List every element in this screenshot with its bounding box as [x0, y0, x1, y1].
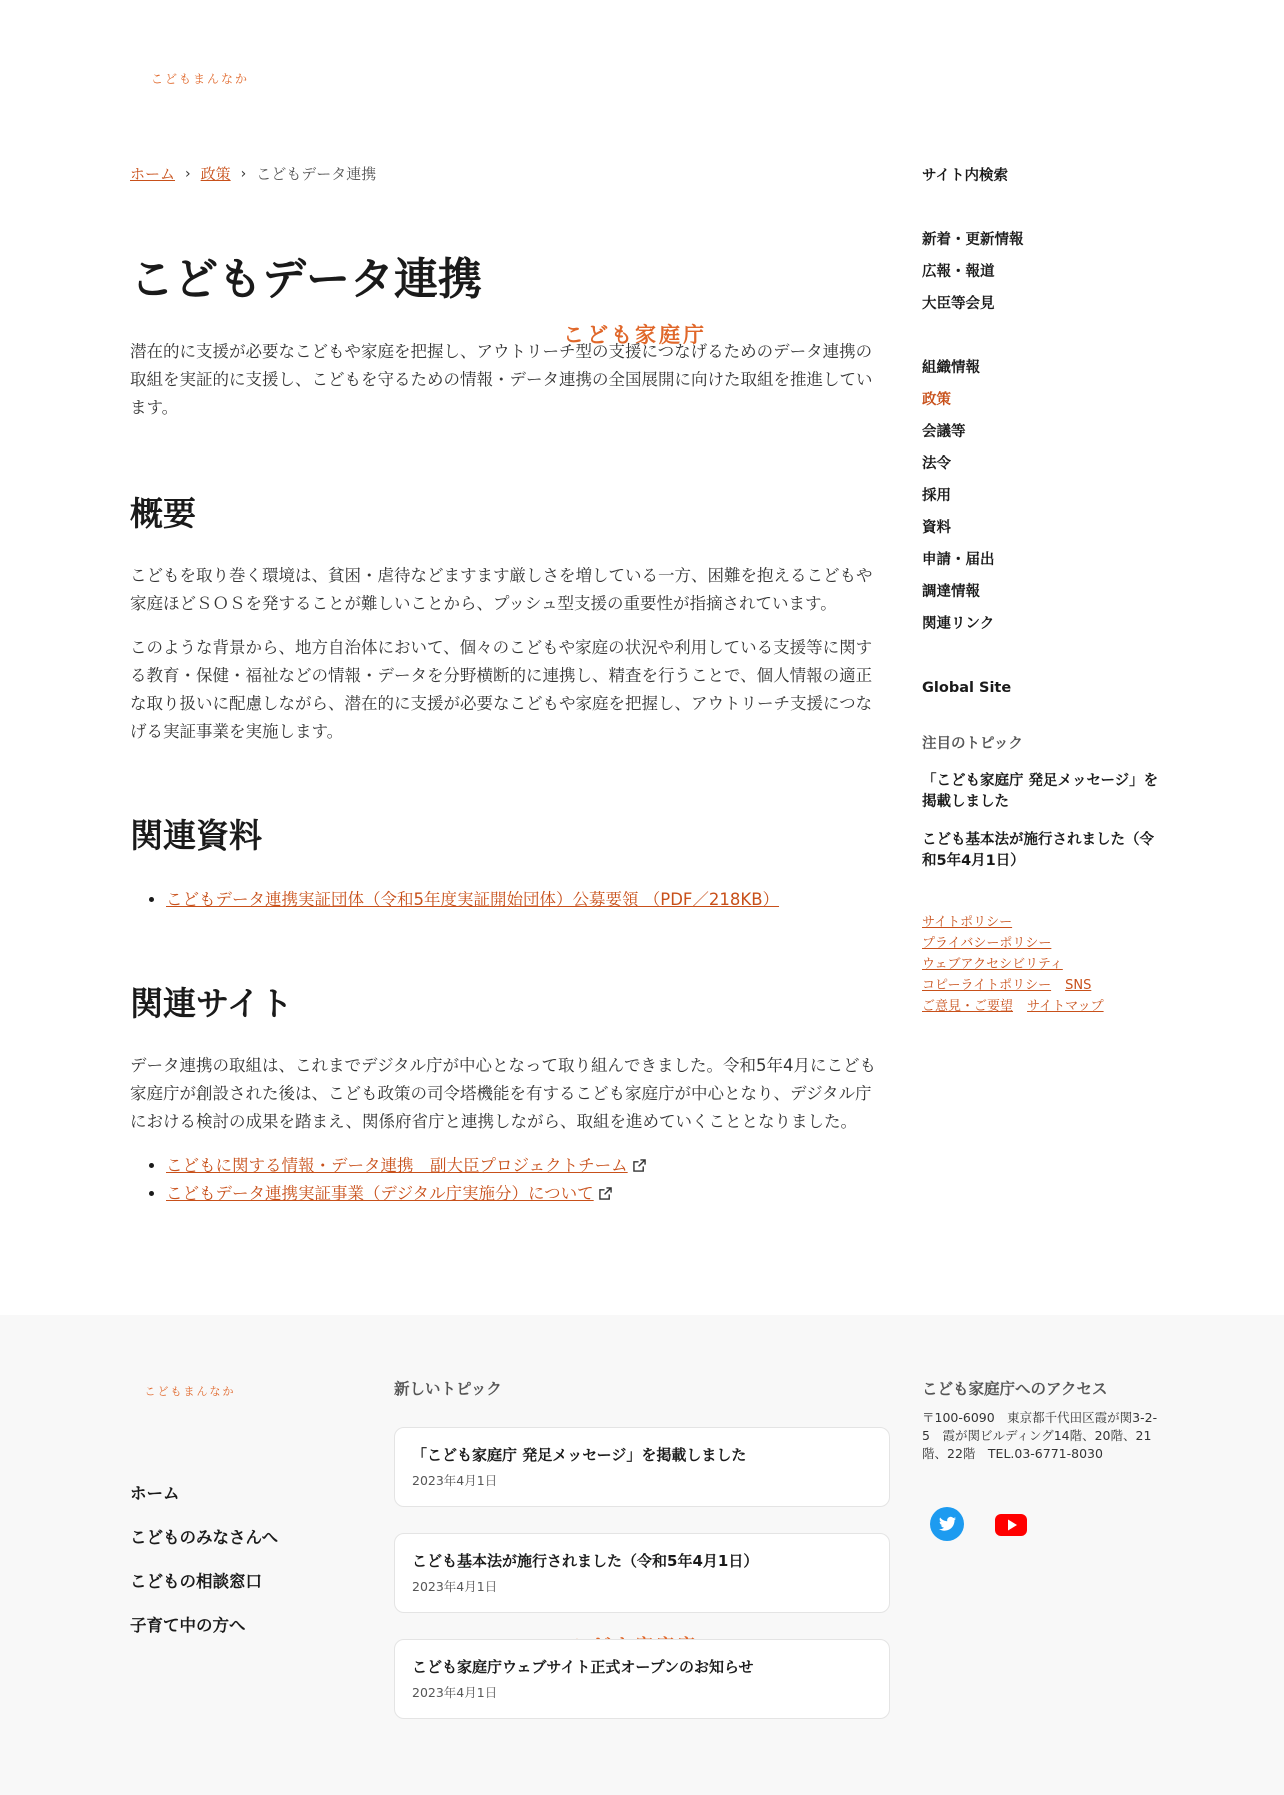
site-policy-link[interactable]: サイトポリシー: [922, 915, 1013, 930]
sites-paragraph: データ連携の取組は、これまでデジタル庁が中心となって取り組んできました。令和5年4月にこども家庭庁が創設された後は、こども政策の司令塔機能を有するこども家庭庁が中心となり、デジタル庁における検討の成果を踏まえ、関係府省庁と連携しながら、取組を進めていくこととなりました。: [130, 1056, 877, 1131]
sidebar-item-recruit[interactable]: 採用: [922, 488, 951, 504]
breadcrumb-home-link[interactable]: ホーム: [130, 165, 176, 183]
twitter-icon[interactable]: [930, 1507, 964, 1541]
footer-nav: [130, 1472, 278, 1648]
access-address: 〒100-6090 東京都千代田区霞が関3-2-5 霞が関ビルディング14階、20階、21階、22階 TEL.03-6771-8030: [922, 1410, 1158, 1461]
footer-nav-parenting[interactable]: 子育て中の方へ: [130, 1616, 246, 1635]
materials-list: [130, 886, 880, 914]
overview-heading: 概要: [130, 494, 196, 533]
topic-card[interactable]: [394, 1639, 890, 1719]
list-item: [166, 886, 880, 914]
sidebar-item-conference[interactable]: 大臣等会見: [922, 296, 995, 312]
site-link-project-team[interactable]: こどもに関する情報・データ連携 副大臣プロジェクトチーム: [166, 1156, 628, 1175]
site-footer: [0, 1315, 1284, 1795]
sidebar: [922, 160, 1162, 1017]
materials-pdf-link[interactable]: こどもデータ連携実証団体（令和5年度実証開始団体）公募要領 （PDF／218KB）: [166, 890, 780, 909]
list-item: [166, 1180, 880, 1208]
sidebar-item-documents[interactable]: 資料: [922, 520, 951, 536]
topic-card-date: 2023年4月1日: [412, 1579, 498, 1594]
sidebar-item-press[interactable]: 広報・報道: [922, 264, 995, 280]
copyright-policy-link[interactable]: コピーライトポリシー: [922, 978, 1052, 993]
footer-nav-children[interactable]: こどものみなさんへ: [130, 1528, 279, 1547]
page-title: こどもデータ連携: [130, 254, 482, 305]
sidebar-item-laws[interactable]: 法令: [922, 456, 951, 472]
footer-nav-consultation[interactable]: こどもの相談窓口: [130, 1572, 262, 1591]
sidebar-footer-links: [922, 912, 1162, 1017]
sidebar-item-applications[interactable]: 申請・届出: [922, 552, 995, 568]
global-site-link[interactable]: Global Site: [922, 680, 1012, 696]
list-item: [166, 1152, 880, 1180]
sidebar-item-meetings[interactable]: 会議等: [922, 424, 966, 440]
materials-heading: 関連資料: [130, 816, 262, 855]
sidebar-menu-group: [922, 352, 1162, 640]
sidebar-topic-message[interactable]: 「こども家庭庁 発足メッセージ」を掲載しました: [922, 773, 1159, 810]
chevron-right-icon: ›: [240, 165, 247, 182]
logo-text: こども家庭庁: [563, 323, 707, 347]
breadcrumb-current: こどもデータ連携: [256, 165, 377, 183]
main-content: [130, 250, 880, 1208]
sidebar-news-group: [922, 224, 1162, 320]
site-link-digital-agency[interactable]: こどもデータ連携実証事業（デジタル庁実施分）について: [166, 1184, 594, 1203]
breadcrumb: [130, 163, 376, 184]
sns-link[interactable]: SNS: [1065, 978, 1092, 993]
page-lead: 潜在的に支援が必要なこどもや家庭を把握し、アウトリーチ型の支援につなげるためのデータ連携の取組を実証的に支援し、こどもを守るための情報・データ連携の全国展開に向けた取組を推進しています。: [130, 342, 873, 417]
access-heading: こども家庭庁へのアクセス: [922, 1380, 1108, 1398]
topic-card-title: こども家庭庁ウェブサイト正式オープンのお知らせ: [412, 1658, 754, 1676]
new-topics-section: [394, 1377, 890, 1719]
external-link-icon: [633, 1159, 646, 1172]
sidebar-item-organization[interactable]: 組織情報: [922, 360, 980, 376]
feedback-link[interactable]: ご意見・ご要望: [922, 999, 1014, 1014]
logo-tagline: こどもまんなか: [144, 1385, 236, 1398]
sidebar-item-procurement[interactable]: 調達情報: [922, 584, 980, 600]
privacy-policy-link[interactable]: プライバシーポリシー: [922, 936, 1052, 951]
site-search-link[interactable]: サイト内検索: [922, 168, 1008, 184]
overview-paragraph-2: このような背景から、地方自治体において、個々のこどもや家庭の状況や利用している支援等に関する教育・保健・福祉などの情報・データを分野横断的に連携し、精査を行うことで、個人情報の適正な取り扱いに配慮しながら、潜在的に支援が必要なこどもや家庭を把握し、アウトリーチ支援につなげる実証事業を実施します。: [130, 638, 873, 741]
logo-tagline: こどもまんなか: [150, 72, 249, 86]
overview-paragraph-1: こどもを取り巻く環境は、貧困・虐待などますます厳しさを増している一方、困難を抱えるこどもや家庭ほどＳＯＳを発することが難しいことから、プッシュ型支援の重要性が指摘されています。: [130, 566, 873, 613]
topic-card-date: 2023年4月1日: [412, 1473, 498, 1488]
access-section: [922, 1377, 1162, 1541]
external-link-icon: [599, 1187, 612, 1200]
sites-heading: 関連サイト: [130, 984, 293, 1023]
sitemap-link[interactable]: サイトマップ: [1027, 999, 1104, 1014]
topic-card-title: こども基本法が施行されました（令和5年4月1日）: [412, 1552, 759, 1570]
sidebar-topic-basic-law[interactable]: こども基本法が施行されました（令和5年4月1日）: [922, 832, 1154, 869]
topics-heading: 注目のトピック: [922, 736, 1023, 752]
new-topics-heading: 新しいトピック: [394, 1380, 502, 1398]
topic-card-date: 2023年4月1日: [412, 1685, 498, 1700]
topic-card-title: 「こども家庭庁 発足メッセージ」を掲載しました: [412, 1446, 747, 1464]
sidebar-item-related-links[interactable]: 関連リンク: [922, 616, 995, 632]
footer-logo[interactable]: [130, 1385, 250, 1399]
sidebar-item-news[interactable]: 新着・更新情報: [922, 232, 1024, 248]
sites-list: [130, 1152, 880, 1208]
social-links: [922, 1507, 1162, 1541]
accessibility-link[interactable]: ウェブアクセシビリティ: [922, 957, 1063, 972]
sidebar-item-policy[interactable]: 政策: [922, 392, 951, 408]
chevron-right-icon: ›: [185, 165, 191, 182]
youtube-icon[interactable]: [994, 1507, 1028, 1541]
topic-card[interactable]: [394, 1427, 890, 1507]
footer-nav-home[interactable]: ホーム: [130, 1484, 180, 1503]
breadcrumb-policy-link[interactable]: 政策: [200, 165, 231, 183]
topic-card[interactable]: [394, 1533, 890, 1613]
